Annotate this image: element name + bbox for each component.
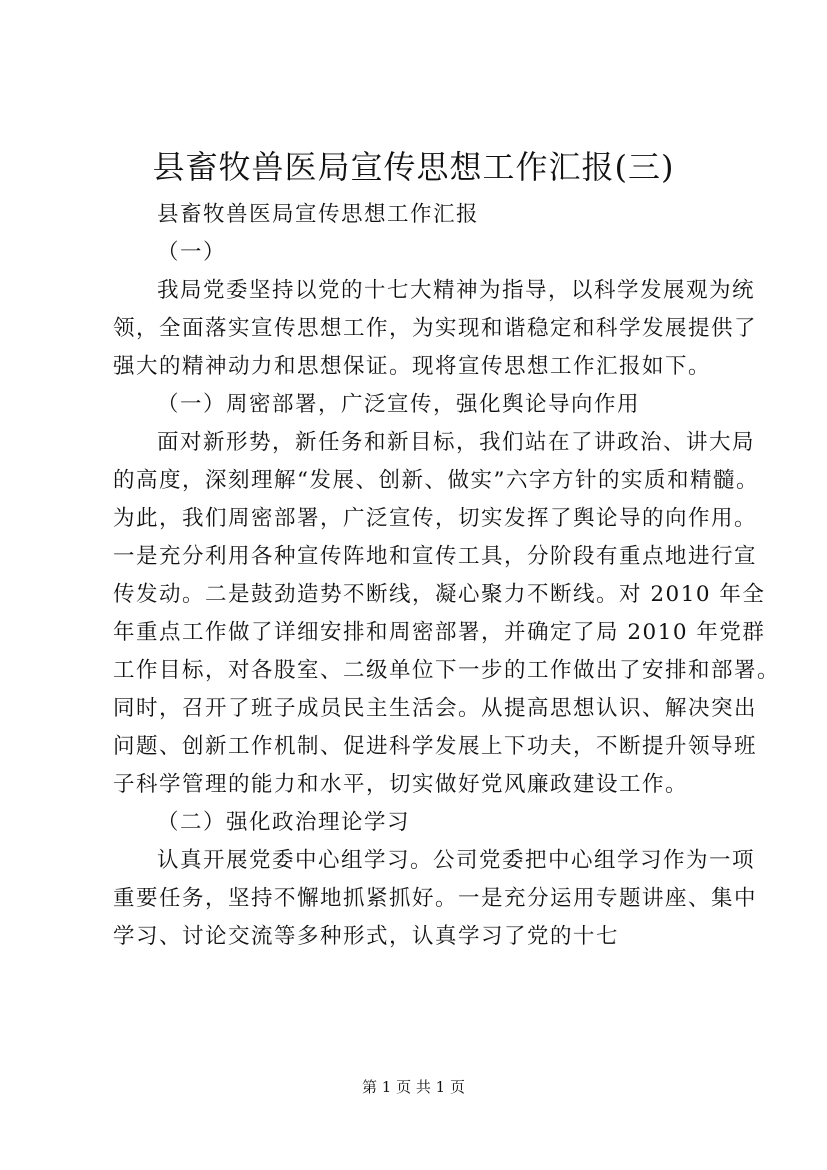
text-line: 问题、创新工作机制、促进科学发展上下功夫，不断提升领导班 xyxy=(113,734,758,759)
document-title: 县畜牧兽医局宣传思想工作汇报(三) xyxy=(152,148,675,186)
text-line: 一是充分利用各种宣传阵地和宣传工具，分阶段有重点地进行宣 xyxy=(113,544,758,569)
text-line: 认真开展党委中心组学习。公司党委把中心组学习作为一项 xyxy=(157,848,756,873)
text-line: （一） xyxy=(157,240,227,265)
text-line: 传发动。二是鼓劲造势不断线，凝心聚力不断线。对 2010 年全 xyxy=(113,582,766,607)
text-line: 强大的精神动力和思想保证。现将宣传思想工作汇报如下。 xyxy=(113,354,712,379)
text-line: 子科学管理的能力和水平，切实做好党风廉政建设工作。 xyxy=(113,772,689,797)
text-line: 领，全面落实宣传思想工作，为实现和谐稳定和科学发展提供了 xyxy=(113,316,758,341)
text-line: （二）强化政治理论学习 xyxy=(157,810,411,835)
text-line: 重要任务，坚持不懈地抓紧抓好。一是充分运用专题讲座、集中 xyxy=(113,886,758,911)
text-line: 年重点工作做了详细安排和周密部署，并确定了局 2010 年党群 xyxy=(113,620,766,645)
text-line: 面对新形势，新任务和新目标，我们站在了讲政治、讲大局 xyxy=(157,430,756,455)
text-line: （一）周密部署，广泛宣传，强化舆论导向作用 xyxy=(157,392,641,417)
text-line: 同时，召开了班子成员民主生活会。从提高思想认识、解决突出 xyxy=(113,696,758,721)
text-line: 县畜牧兽医局宣传思想工作汇报 xyxy=(157,202,480,227)
text-line: 的高度，深刻理解“发展、创新、做实”六字方针的实质和精髓。 xyxy=(113,468,759,493)
text-line: 学习、讨论交流等多种形式，认真学习了党的十七 xyxy=(113,924,620,949)
page-footer: 第 1 页 共 1 页 xyxy=(362,1078,465,1096)
text-line: 我局党委坚持以党的十七大精神为指导，以科学发展观为统 xyxy=(157,278,756,303)
text-line: 为此，我们周密部署，广泛宣传，切实发挥了舆论导的向作用。 xyxy=(113,506,758,531)
text-line: 工作目标，对各股室、二级单位下一步的工作做出了安排和部署。 xyxy=(113,658,781,683)
document-body xyxy=(113,196,781,956)
